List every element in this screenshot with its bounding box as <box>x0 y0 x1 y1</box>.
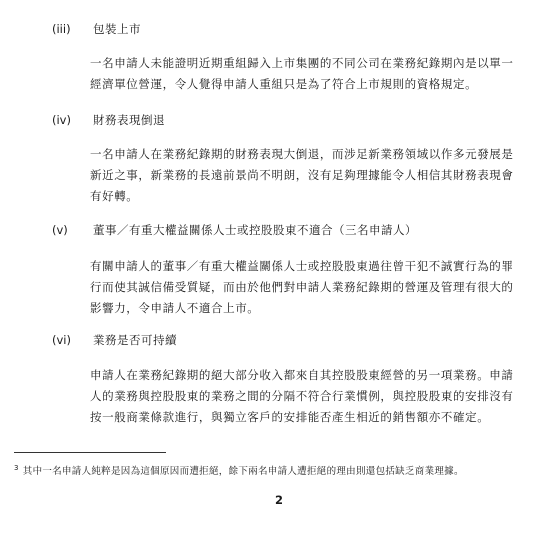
section-title: 董事／有重大權益關係人士或控股股東不適合（三名申請人） <box>93 223 417 237</box>
section-paragraph <box>90 365 514 428</box>
paragraph-line: 人的業務與控股股東的業務之間的分隔不符合行業慣例，與控股股東的安排沒有 <box>90 389 514 403</box>
section-paragraph <box>90 144 514 207</box>
section-title: 財務表現倒退 <box>93 113 165 127</box>
paragraph-line: 新近之事，新業務的長遠前景尚不明朗，沒有足夠理據能令人相信其財務表現會 <box>90 168 514 182</box>
section-number: (vi) <box>52 333 71 347</box>
paragraph-line: 經濟單位營運，令人覺得申請人重組只是為了符合上市規則的資格規定。 <box>90 77 478 91</box>
paragraph-line: 申請人在業務紀錄期的絕大部分收入都來自其控股股東經營的另一項業務。申請 <box>90 368 514 382</box>
footnote-divider <box>14 452 166 453</box>
paragraph-line: 行而使其誠信備受質疑，而由於他們對申請人業務紀錄期的營運及管理有很大的 <box>90 280 514 294</box>
section-paragraph <box>90 256 514 319</box>
page-number: 2 <box>274 493 283 507</box>
section-title: 業務是否可持續 <box>93 333 177 347</box>
paragraph-line: 有好轉。 <box>90 189 139 203</box>
section-paragraph <box>90 53 514 95</box>
section-number: (iii) <box>52 22 71 36</box>
paragraph-line: 按一般商業條款進行，與獨立客戶的安排能否產生相近的銷售額亦不確定。 <box>90 410 490 424</box>
paragraph-line: 一名申請人未能證明近期重組歸入上市集團的不同公司在業務紀錄期內是以單一 <box>90 56 514 70</box>
paragraph-line: 影響力，令申請人不適合上市。 <box>90 301 260 315</box>
section-title: 包裝上市 <box>93 22 141 36</box>
section-number: (v) <box>52 223 68 237</box>
paragraph-line: 有關申請人的董事／有重大權益關係人士或控股股東過往曾干犯不誠實行為的罪 <box>90 259 514 273</box>
footnote <box>14 461 464 479</box>
paragraph-line: 一名申請人在業務紀錄期的財務表現大倒退，而涉足新業務領域以作多元發展是 <box>90 147 514 161</box>
section-number: (iv) <box>52 113 71 127</box>
footnote-text: 其中一名申請人純粹是因為這個原因而遭拒絕，餘下兩名申請人遭拒絕的理由則還包括缺乏商業理據。 <box>22 466 464 477</box>
footnote-marker: 3 <box>14 464 19 472</box>
